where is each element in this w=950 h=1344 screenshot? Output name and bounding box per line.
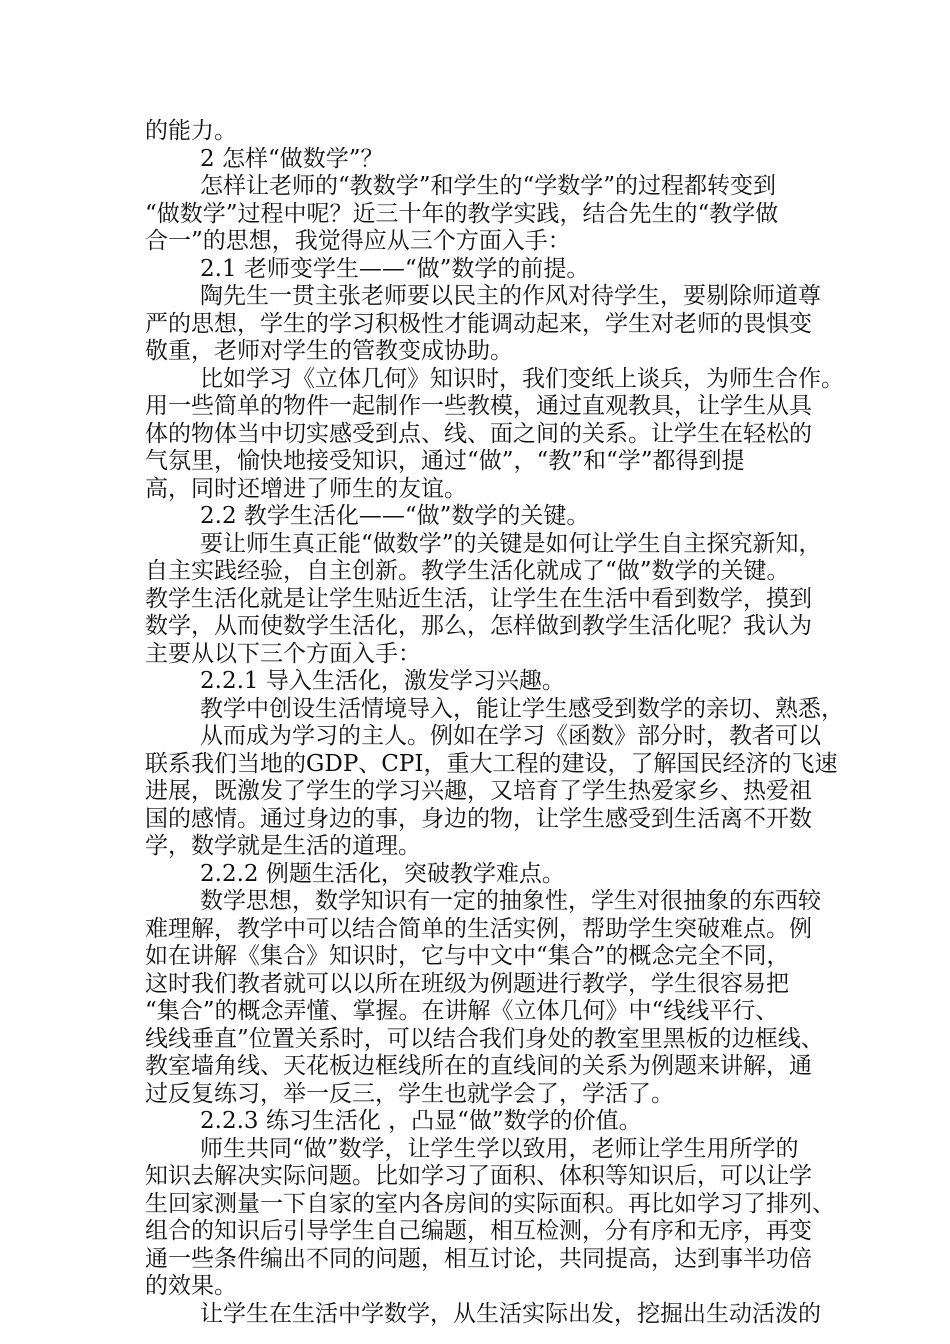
section-heading-2-2-1: 2.2.1 导入生活化，激发学习兴趣。 — [200, 668, 565, 694]
section-heading-2-2-3: 2.2.3 练习生活化 ，凸显“做”数学的价值。 — [200, 1108, 642, 1134]
paragraph-line: 生回家测量一下自家的室内各房间的实际面积。再比如学习了排列、 — [145, 1191, 835, 1217]
paragraph-line: 比如学习《立体几何》知识时，我们变纸上谈兵，为师生合作。 — [200, 366, 844, 392]
paragraph-line: 联系我们当地的GDP、CPI，重大工程的建设，了解国民经济的飞速 — [145, 751, 838, 777]
paragraph-line: 高，同时还增进了师生的友谊。 — [145, 476, 467, 502]
paragraph-line: 严的思想，学生的学习积极性才能调动起来，学生对老师的畏惧变 — [145, 311, 812, 337]
paragraph-line: 线线垂直”位置关系时，可以结合我们身处的教室里黑板的边框线、 — [145, 1026, 824, 1052]
paragraph-line: 过反复练习，举一反三，学生也就学会了，学活了。 — [145, 1081, 674, 1107]
paragraph-line: 自主实践经验，自主创新。教学生活化就成了“做”数学的关键。 — [145, 558, 790, 584]
paragraph-line: 教室墙角线、天花板边框线所在的直线间的关系为例题来讲解，通 — [145, 1053, 812, 1079]
paragraph-line: 难理解，教学中可以结合简单的生活实例，帮助学生突破难点。例 — [145, 916, 812, 942]
paragraph-line: 用一些简单的物件一起制作一些教模，通过直观教具，让学生从具 — [145, 393, 812, 419]
paragraph-line: 让学生在生活中学数学，从生活实际出发，挖掘出生动活泼的 — [200, 1301, 821, 1327]
paragraph-line: 要让师生真正能“做数学”的关键是如何让学生自主探究新知， — [200, 531, 822, 557]
section-heading-2-2-2: 2.2.2 例题生活化，突破教学难点。 — [200, 861, 565, 887]
paragraph-line: 主要从以下三个方面入手： — [145, 641, 421, 667]
paragraph-line: 教学生活化就是让学生贴近生活，让学生在生活中看到数学，摸到 — [145, 586, 812, 612]
paragraph-line: 这时我们教者就可以以所在班级为例题进行教学，学生很容易把 — [145, 971, 789, 997]
paragraph-line: 合一”的思想，我觉得应从三个方面入手： — [145, 228, 571, 254]
section-heading-2-2: 2.2 教学生活化——“做”数学的关键。 — [200, 503, 590, 529]
paragraph-line: 如在讲解《集合》知识时，它与中文中“集合”的概念完全不同， — [145, 943, 790, 969]
paragraph-line: 数学，从而使数学生活化，那么，怎样做到教学生活化呢？我认为 — [145, 613, 812, 639]
paragraph-line: 组合的知识后引导学生自己编题，相互检测，分有序和无序，再变 — [145, 1218, 812, 1244]
paragraph-line: “做数学”过程中呢？近三十年的教学实践，结合先生的“教学做 — [145, 201, 779, 227]
paragraph-line: “集合”的概念弄懂、掌握。在讲解《立体几何》中“线线平行、 — [145, 998, 779, 1024]
paragraph-line: 气氛里，愉快地接受知识，通过“做”，“教”和“学”都得到提 — [145, 448, 745, 474]
paragraph-line: 从而成为学习的主人。例如在学习《函数》部分时，教者可以 — [200, 723, 821, 749]
section-heading-2: 2 怎样“做数学”？ — [200, 146, 384, 172]
paragraph-line: 国的感情。通过身边的事，身边的物，让学生感受到生活离不开数 — [145, 806, 812, 832]
paragraph-line: 师生共同“做”数学，让学生学以致用，老师让学生用所学的 — [200, 1136, 799, 1162]
section-heading-2-1: 2.1 老师变学生——“做”数学的前提。 — [200, 256, 590, 282]
paragraph-line: 敬重，老师对学生的管教变成协助。 — [145, 338, 513, 364]
paragraph-line: 教学中创设生活情境导入，能让学生感受到数学的亲切、熟悉， — [200, 696, 844, 722]
paragraph-line: 通一些条件编出不同的问题，相互讨论，共同提高，达到事半功倍 — [145, 1246, 812, 1272]
paragraph-line: 体的物体当中切实感受到点、线、面之间的关系。让学生在轻松的 — [145, 421, 812, 447]
text-line-continuation: 的能力。 — [145, 118, 237, 144]
paragraph-line: 的效果。 — [145, 1273, 237, 1299]
paragraph-line: 学，数学就是生活的道理。 — [145, 833, 421, 859]
paragraph-line: 进展，既激发了学生的学习兴趣，又培育了学生热爱家乡、热爱祖 — [145, 778, 812, 804]
paragraph-line: 怎样让老师的“教数学”和学生的“学数学”的过程都转变到 — [200, 173, 777, 199]
paragraph-line: 知识去解决实际问题。比如学习了面积、体积等知识后，可以让学 — [145, 1163, 812, 1189]
paragraph-line: 数学思想，数学知识有一定的抽象性，学生对很抽象的东西较 — [200, 888, 821, 914]
paragraph-line: 陶先生一贯主张老师要以民主的作风对待学生，要剔除师道尊 — [200, 283, 821, 309]
